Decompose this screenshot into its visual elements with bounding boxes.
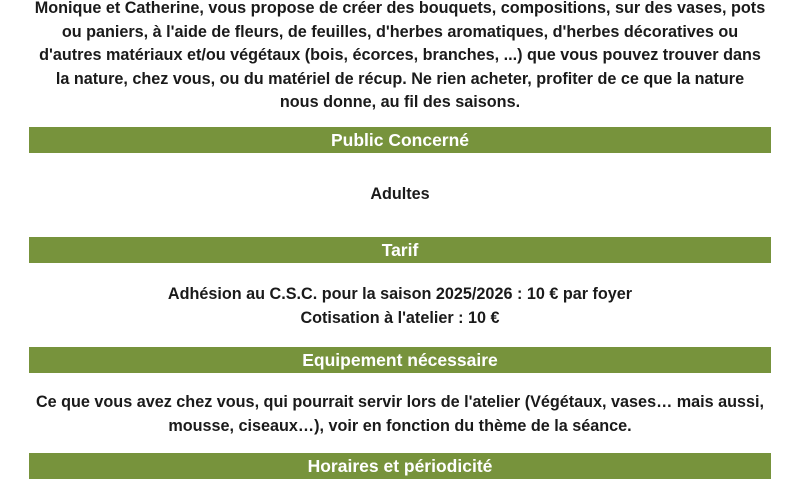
- equipement-paragraph: [28, 391, 772, 438]
- intro-line: Monique et Catherine, vous propose de créer des bouquets, compositions, sur des vases, pots: [34, 0, 766, 17]
- section-header-public: Public Concerné: [29, 127, 771, 153]
- intro-line: d'autres matériaux et/ou végétaux (bois, écorces, branches, ...) que vous pouvez trouver dans: [39, 46, 761, 64]
- public-text: Adultes: [370, 185, 430, 203]
- section-header-tarif: Tarif: [29, 237, 771, 263]
- equipement-line: mousse, ciseaux…), voir en fonction du thème de la séance.: [168, 416, 632, 435]
- tarif-line-adhesion: Adhésion au C.S.C. pour la saison 2025/2026 : 10 € par foyer: [167, 285, 633, 303]
- equipement-line: Ce que vous avez chez vous, qui pourrait servir lors de l'atelier (Végétaux, vases… mais aussi,: [35, 393, 765, 411]
- section-header-equipement: Equipement nécessaire: [29, 347, 771, 373]
- intro-line: ou paniers, à l'aide de fleurs, de feuilles, d'herbes aromatiques, d'herbes décoratives ou: [61, 22, 739, 41]
- tarif-line-cotisation: Cotisation à l'atelier : 10 €: [300, 308, 500, 327]
- intro-paragraph: [28, 0, 772, 115]
- intro-line: nous donne, au fil des saisons.: [279, 93, 521, 111]
- section-header-horaires: Horaires et périodicité: [29, 453, 771, 479]
- intro-line: la nature, chez vous, ou du matériel de récup. Ne rien acheter, profiter de ce que la nature: [55, 69, 745, 88]
- tarif-paragraph: [28, 283, 772, 330]
